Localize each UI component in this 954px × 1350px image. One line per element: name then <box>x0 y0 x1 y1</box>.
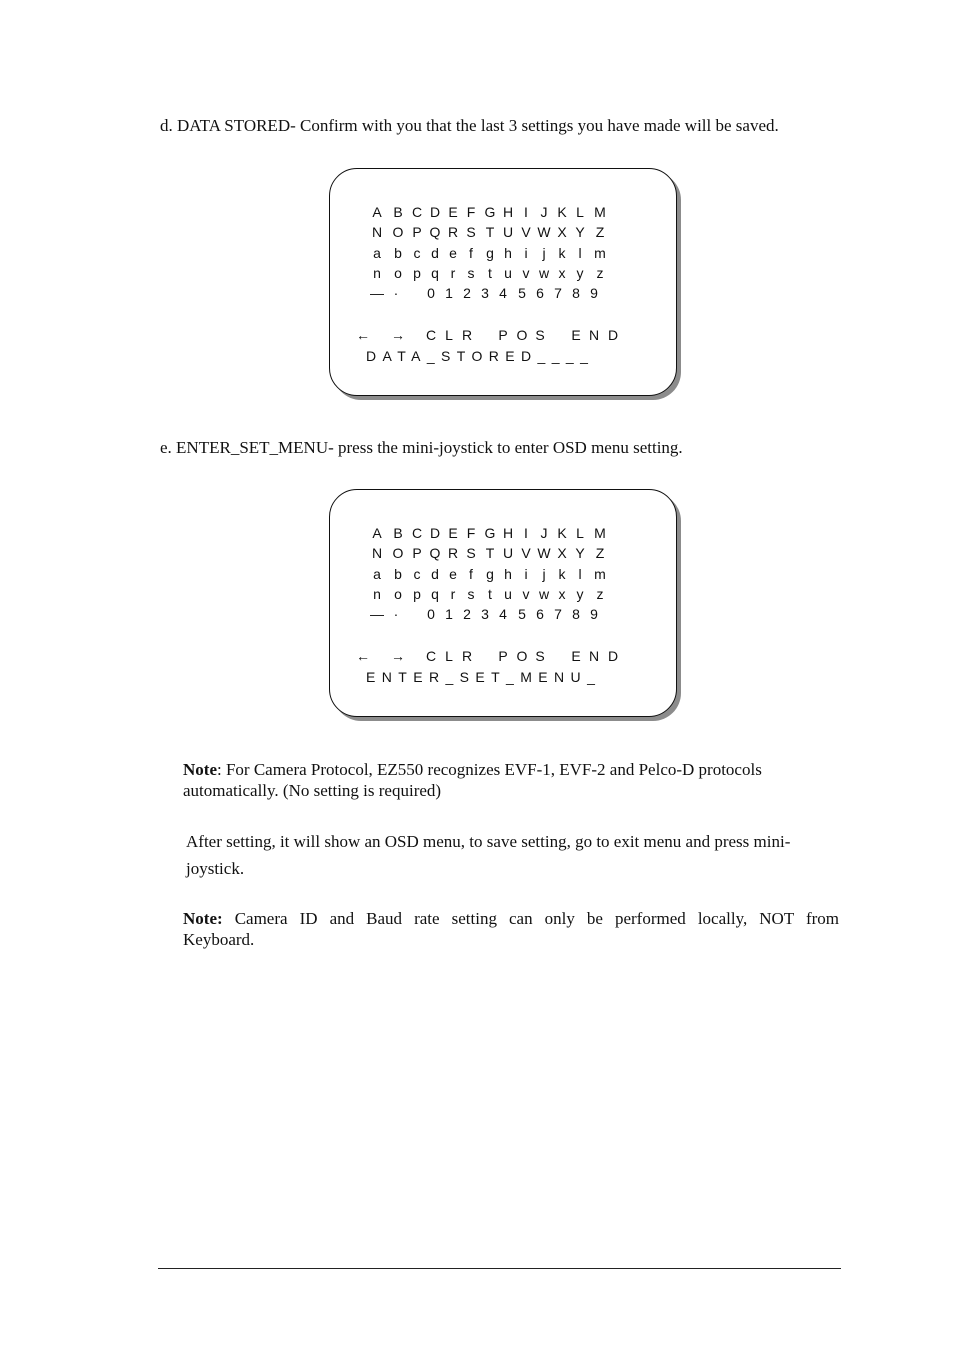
osd-char: R <box>447 224 459 240</box>
osd-char: · <box>393 606 399 622</box>
osd-char: — <box>370 285 384 301</box>
osd-char: J <box>540 204 548 220</box>
osd-char: A <box>372 204 382 220</box>
osd-char: N <box>371 224 383 240</box>
osd-char: X <box>557 545 567 561</box>
osd-char: i <box>524 245 528 261</box>
osd-char: 9 <box>590 285 598 301</box>
osd-control-char: C <box>425 327 437 343</box>
osd-char: i <box>524 566 528 582</box>
osd-char: K <box>557 525 567 541</box>
osd-char: 4 <box>499 285 507 301</box>
osd-char: e <box>449 245 457 261</box>
osd-char: c <box>413 245 421 261</box>
osd-char: 1 <box>445 606 453 622</box>
osd-char: N <box>371 545 383 561</box>
osd-char: 7 <box>554 285 562 301</box>
osd-char: j <box>542 245 546 261</box>
osd-char: q <box>431 586 439 602</box>
osd-char: h <box>504 245 512 261</box>
osd-char: U <box>502 545 514 561</box>
osd-char: F <box>466 525 476 541</box>
osd-char: V <box>521 545 531 561</box>
osd-char: 9 <box>590 606 598 622</box>
osd-char: 6 <box>536 606 544 622</box>
osd-char: j <box>542 566 546 582</box>
osd-char: G <box>484 204 496 220</box>
osd-char: 2 <box>463 285 471 301</box>
osd-char: O <box>392 545 404 561</box>
osd-char: Z <box>595 224 605 240</box>
osd-char: 5 <box>518 285 526 301</box>
osd-char: Y <box>575 545 585 561</box>
osd-char: · <box>393 285 399 301</box>
osd-control-char: L <box>445 327 453 343</box>
osd-char: I <box>524 204 528 220</box>
osd-char: S <box>466 545 476 561</box>
osd-control-char: S <box>535 327 545 343</box>
left-arrow-icon: ← <box>356 327 370 343</box>
osd-char: O <box>392 224 404 240</box>
osd-char: a <box>373 245 381 261</box>
osd-char: E <box>448 525 458 541</box>
osd-char: Q <box>429 224 441 240</box>
osd-char: 0 <box>427 285 435 301</box>
osd-char: f <box>469 566 473 582</box>
osd-char: 6 <box>536 285 544 301</box>
osd-char: p <box>413 586 421 602</box>
note-line-1 <box>183 908 839 929</box>
osd-char: s <box>467 586 475 602</box>
osd-char: x <box>558 265 566 281</box>
osd-control-char: P <box>498 648 508 664</box>
osd-char: W <box>537 545 551 561</box>
osd-char: T <box>485 224 495 240</box>
osd-control-char: R <box>461 648 473 664</box>
osd-char: 8 <box>572 285 580 301</box>
osd-screen-enter-set-menu <box>329 489 683 723</box>
osd-char: 7 <box>554 606 562 622</box>
osd-char: r <box>450 265 456 281</box>
osd-status-line: DATA_STORED____ <box>366 348 595 364</box>
osd-char: q <box>431 265 439 281</box>
osd-char: L <box>576 204 584 220</box>
osd-char: K <box>557 204 567 220</box>
osd-char: n <box>373 586 381 602</box>
osd-control-char: D <box>607 648 619 664</box>
osd-char: D <box>429 204 441 220</box>
osd-screen-data-stored <box>329 168 683 402</box>
osd-char: H <box>502 204 514 220</box>
osd-char: g <box>486 566 494 582</box>
osd-char: D <box>429 525 441 541</box>
osd-char: y <box>576 265 584 281</box>
osd-box <box>329 489 677 717</box>
note-line-2: Keyboard. <box>183 930 255 949</box>
osd-char: Y <box>575 224 585 240</box>
osd-char: k <box>558 245 566 261</box>
osd-char: a <box>373 566 381 582</box>
osd-char: M <box>594 525 606 541</box>
osd-char: C <box>411 204 423 220</box>
osd-char: v <box>522 586 530 602</box>
osd-control-char: E <box>571 648 581 664</box>
osd-char: T <box>485 545 495 561</box>
osd-char: Q <box>429 545 441 561</box>
osd-char: B <box>393 204 403 220</box>
osd-char: — <box>370 606 384 622</box>
note-label: Note <box>183 760 217 779</box>
osd-control-char: N <box>588 648 600 664</box>
paragraph-after-setting: After setting, it will show an OSD menu, to save setting, go to exit menu and press mini-joystick. <box>186 832 791 878</box>
osd-char: z <box>596 586 604 602</box>
osd-char: l <box>578 245 582 261</box>
osd-control-char: L <box>445 648 453 664</box>
osd-char: n <box>373 265 381 281</box>
paragraph-enter-set-menu: e. ENTER_SET_MENU- press the mini-joystick to enter OSD menu setting. <box>160 438 683 457</box>
osd-char: E <box>448 204 458 220</box>
osd-control-char: P <box>498 327 508 343</box>
osd-char: h <box>504 566 512 582</box>
osd-char: U <box>502 224 514 240</box>
osd-char: I <box>524 525 528 541</box>
osd-char: d <box>431 566 439 582</box>
osd-char: R <box>447 545 459 561</box>
note-camera-id <box>183 908 839 950</box>
osd-char: g <box>486 245 494 261</box>
osd-control-char: O <box>516 327 528 343</box>
osd-char: C <box>411 525 423 541</box>
osd-char: 4 <box>499 606 507 622</box>
note-text: : For Camera Protocol, EZ550 recognizes EVF-1, EVF-2 and Pelco-D protocols automatically. (No setting is required) <box>183 760 762 800</box>
osd-char: u <box>504 265 512 281</box>
osd-char: Z <box>595 545 605 561</box>
osd-char: A <box>372 525 382 541</box>
osd-char: L <box>576 525 584 541</box>
osd-char: 2 <box>463 606 471 622</box>
osd-char: H <box>502 525 514 541</box>
osd-char: f <box>469 245 473 261</box>
osd-char: P <box>412 545 422 561</box>
osd-char: V <box>521 224 531 240</box>
osd-char: k <box>558 566 566 582</box>
osd-char: w <box>538 265 550 281</box>
osd-char: t <box>488 265 492 281</box>
osd-char: s <box>467 265 475 281</box>
osd-control-char: E <box>571 327 581 343</box>
osd-control-char: S <box>535 648 545 664</box>
osd-char: z <box>596 265 604 281</box>
osd-char: G <box>484 525 496 541</box>
osd-char: 3 <box>481 285 489 301</box>
osd-char: e <box>449 566 457 582</box>
right-arrow-icon: → <box>391 648 405 664</box>
note-label: Note: <box>183 909 223 928</box>
osd-box <box>329 168 677 396</box>
osd-char: 5 <box>518 606 526 622</box>
note-text: Camera ID and Baud rate setting can only be performed locally, NOT from <box>222 909 839 928</box>
osd-char: M <box>594 204 606 220</box>
right-arrow-icon: → <box>391 327 405 343</box>
osd-char: c <box>413 566 421 582</box>
osd-char: w <box>538 586 550 602</box>
osd-char: p <box>413 265 421 281</box>
osd-char: 8 <box>572 606 580 622</box>
osd-char: m <box>594 566 606 582</box>
osd-char: r <box>450 586 456 602</box>
osd-char: b <box>394 566 402 582</box>
osd-char: u <box>504 586 512 602</box>
osd-char: F <box>466 204 476 220</box>
osd-char: d <box>431 245 439 261</box>
osd-char: b <box>394 245 402 261</box>
osd-control-char: R <box>461 327 473 343</box>
osd-char: B <box>393 525 403 541</box>
osd-char: m <box>594 245 606 261</box>
osd-char: 0 <box>427 606 435 622</box>
osd-char: y <box>576 586 584 602</box>
osd-char: v <box>522 265 530 281</box>
osd-char: x <box>558 586 566 602</box>
osd-char: X <box>557 224 567 240</box>
footer-rule <box>158 1268 841 1269</box>
osd-char: o <box>394 586 402 602</box>
osd-char: t <box>488 586 492 602</box>
note-camera-protocol <box>183 759 839 801</box>
osd-char: o <box>394 265 402 281</box>
left-arrow-icon: ← <box>356 648 370 664</box>
osd-char: S <box>466 224 476 240</box>
osd-status-line: ENTER_SET_MENU_ <box>366 669 602 685</box>
osd-control-char: C <box>425 648 437 664</box>
osd-char: 1 <box>445 285 453 301</box>
osd-control-char: N <box>588 327 600 343</box>
osd-char: W <box>537 224 551 240</box>
osd-control-char: O <box>516 648 528 664</box>
osd-control-char: D <box>607 327 619 343</box>
osd-char: 3 <box>481 606 489 622</box>
osd-char: J <box>540 525 548 541</box>
paragraph-data-stored: d. DATA STORED- Confirm with you that the last 3 settings you have made will be saved. <box>160 116 779 135</box>
osd-char: l <box>578 566 582 582</box>
osd-char: P <box>412 224 422 240</box>
